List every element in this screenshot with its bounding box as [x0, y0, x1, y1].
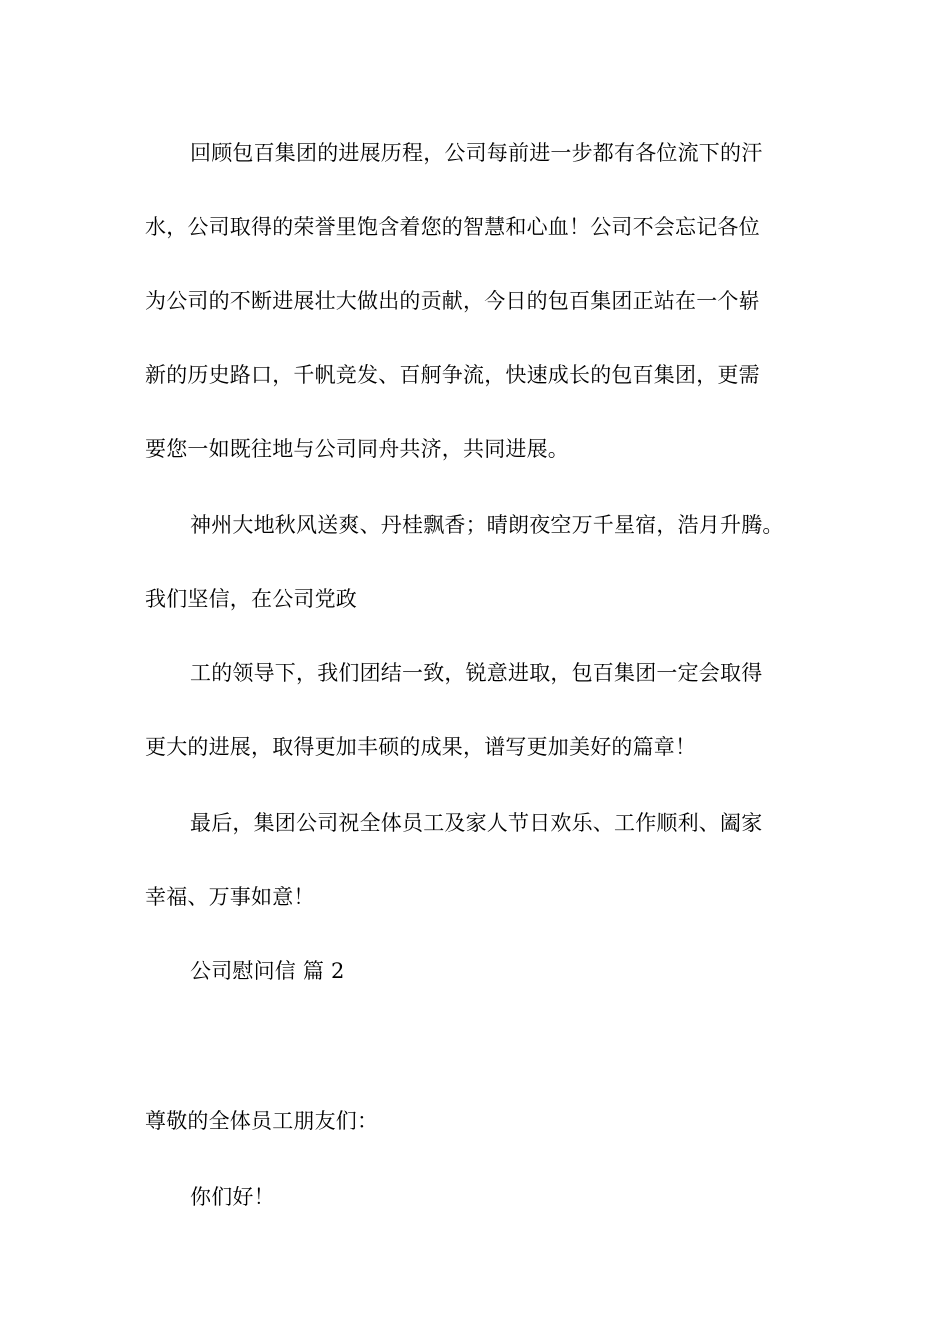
paragraph-4-line-2: 幸福、万事如意！	[145, 885, 315, 909]
paragraph-2-line-1: 神州大地秋风送爽、丹桂飘香；晴朗夜空万千星宿，浩月升腾。	[190, 513, 784, 537]
paragraph-3-line-1: 工的领导下，我们团结一致，锐意进取，包百集团一定会取得	[190, 661, 763, 685]
paragraph-1-line-2: 水，公司取得的荣誉里饱含着您的智慧和心血！公司不会忘记各位	[145, 215, 760, 239]
paragraph-1-line-5: 要您一如既往地与公司同舟共济，共同进展。	[145, 437, 569, 461]
paragraph-2-line-2: 我们坚信，在公司党政	[145, 587, 357, 611]
section-heading: 公司慰问信 篇 2	[190, 959, 345, 983]
paragraph-4-line-1: 最后，集团公司祝全体员工及家人节日欢乐、工作顺利、阖家	[190, 811, 763, 835]
paragraph-1-line-1: 回顾包百集团的进展历程，公司每前进一步都有各位流下的汗	[190, 141, 763, 165]
paragraph-1-line-3: 为公司的不断进展壮大做出的贡献，今日的包百集团正站在一个崭	[145, 289, 760, 313]
salutation: 尊敬的全体员工朋友们：	[145, 1109, 379, 1133]
paragraph-3-line-2: 更大的进展，取得更加丰硕的成果，谱写更加美好的篇章！	[145, 735, 697, 759]
greeting: 你们好！	[190, 1185, 275, 1209]
paragraph-1-line-4: 新的历史路口，千帆竞发、百舸争流，快速成长的包百集团，更需	[145, 363, 760, 387]
